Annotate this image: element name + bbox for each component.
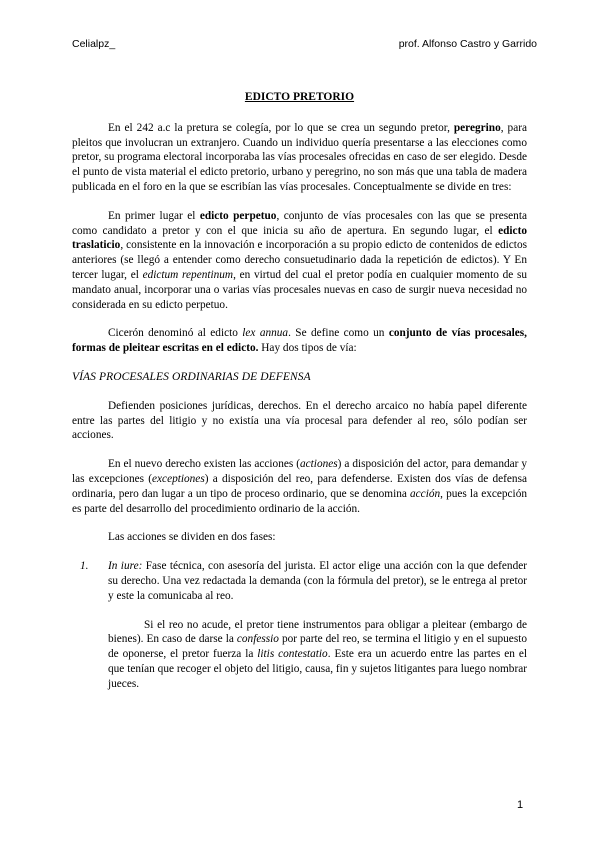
term-edictum-repentinum: edictum repentinum: [142, 268, 234, 281]
paragraph-actiones: En el nuevo derecho existen las acciones (actiones) a disposición del actor, para demandar y las excepciones (exceptiones) a disposición del reo, para defenderse. Existen dos vías de defensa ordinaria, pero dan lugar a un tipo de proceso ordinario, que se denomina acción, pues la excepción es parte del desarrollo del procedimiento ordinario de la acción.: [72, 458, 528, 515]
term-edicto-perpetuo: edicto perpetuo: [199, 209, 277, 222]
page-header: [72, 38, 537, 52]
paragraph-lex-annua: Cicerón denominó al edicto lex annua. Se define como un conjunto de vías procesales, formas de pleitear escritas en el edicto. Hay dos tipos de vía:: [72, 327, 527, 355]
list-item-in-iure: 1. In iure: Fase técnica, con asesoría del jurista. El actor elige una acción con la que defender su derecho. Una vez redactada la demanda (con la fórmula del pretor), se le entrega al pretor y este la comunicaba al reo.: [80, 560, 527, 602]
term-definition: conjunto de vías procesales, formas de pleitear escritas en el edicto.: [72, 327, 527, 355]
paragraph-reo: Si el reo no acude, el pretor tiene instrumentos para obligar a pleitear (embargo de bienes). En caso de darse la confessio por parte del reo, se termina el litigio y en el supuesto de oponerse, el pretor fuerza la litis contestatio. Este era un acuerdo entre las partes en el que tenían que recoger el objeto del litigio, causa, fin y sujetos litigantes para luego nombrar jueces.: [108, 618, 528, 690]
paragraph-positions: Defienden posiciones jurídicas, derechos. En el derecho arcaico no había papel diferente entre las partes del litigio y no existía una vía procesal para defender al reo, sólo podían ser acciones.: [72, 399, 527, 442]
term-peregrino: peregrino: [453, 121, 501, 134]
document-body: [72, 90, 527, 692]
section-heading: VÍAS PROCESALES ORDINARIAS DE DEFENSA: [72, 370, 311, 383]
paragraph-edict-types: En primer lugar el edicto perpetuo, conjunto de vías procesales con las que se presenta como candidato a pretor y con el que inicia su año de apertura. En segundo lugar, el edicto traslaticio, consistente en la innovación e incorporación a su propio edicto de contenidos de edictos anteriores (se llegó a entender como derecho consuetudinario dada la repetición de edictos). Y En tercer lugar, el edictum repentinum, en virtud del cual el pretor podía en cualquier momento de su mandato anual, incorporar una o varias vías procesales nuevas en caso de surgir nueva necesidad no considerada en su edicto perpetuo.: [72, 209, 527, 311]
term-lex-annua: lex annua: [242, 327, 289, 340]
paragraph-phases: Las acciones se dividen en dos fases:: [108, 531, 276, 544]
paragraph-intro: En el 242 a.c la pretura se colegía, por lo que se crea un segundo pretor, peregrino, para pleitos que involucran un extranjero. Cuando un individuo quería presentarse a las elecciones como pretor, su programa electoral incorporaba las vías procesales ofrecidas en caso de ser elegido. Desde el punto de vista material el edicto pretorio, urbano y peregrino, no son más que una tabla de madera publicada en el foro en la que se escribían las vías procesales. Conceptualmente se divide en tres:: [72, 121, 527, 193]
header-professor: prof. Alfonso Castro y Garrido: [398, 38, 537, 50]
header-author: Celialpz_: [72, 38, 116, 50]
term-in-iure: In iure:: [108, 560, 143, 573]
document-title: EDICTO PRETORIO: [244, 91, 355, 103]
term-edicto-traslaticio: edicto traslaticio: [72, 224, 527, 252]
page-number: 1: [517, 799, 524, 811]
list-number: 1.: [80, 560, 89, 573]
